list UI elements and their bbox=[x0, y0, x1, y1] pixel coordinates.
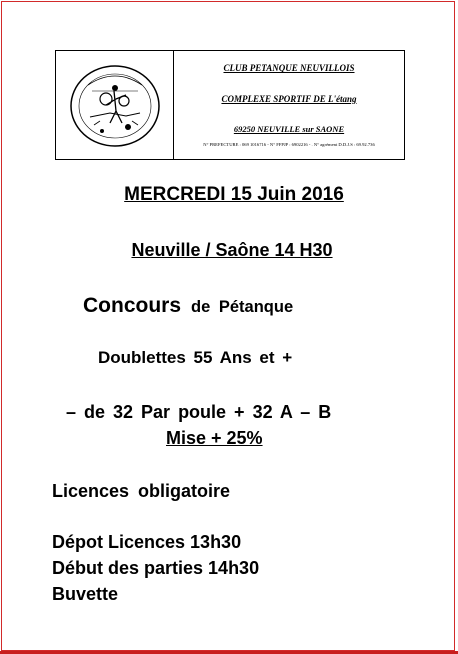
stake-line: Mise + 25% bbox=[166, 428, 263, 448]
format-line: – de 32 Par poule + 32 A – B bbox=[66, 402, 332, 422]
contest-type: de Pétanque bbox=[191, 298, 294, 316]
club-city: 69250 NEUVILLE sur SAONE bbox=[233, 124, 345, 134]
contest-word: Concours bbox=[83, 294, 182, 317]
category-line: Doublettes 55 Ans et + bbox=[98, 348, 293, 367]
club-name: CLUB PETANQUE NEUVILLOIS bbox=[223, 63, 355, 73]
club-venue: COMPLEXE SPORTIF DE L'étang bbox=[221, 94, 357, 104]
club-info bbox=[174, 51, 404, 159]
logo-cell bbox=[56, 51, 174, 159]
bar-line: Buvette bbox=[52, 584, 119, 604]
licences-line: Licences obligatoire bbox=[52, 481, 231, 501]
event-date: MERCREDI 15 Juin 2016 bbox=[124, 184, 344, 205]
start-line: Début des parties 14h30 bbox=[52, 558, 260, 578]
club-header bbox=[55, 50, 405, 160]
contest-title bbox=[83, 294, 458, 318]
petanque-club-seal-icon bbox=[66, 61, 164, 151]
deposit-line: Dépot Licences 13h30 bbox=[52, 532, 242, 552]
event-place-time: Neuville / Saône 14 H30 bbox=[131, 240, 333, 260]
club-registration-ids: N° PREFECTURE : 069 1016716 - N° FFPJP : 6902216 - . N° agrément D.D.J.S : 69.92.736 bbox=[203, 142, 375, 147]
